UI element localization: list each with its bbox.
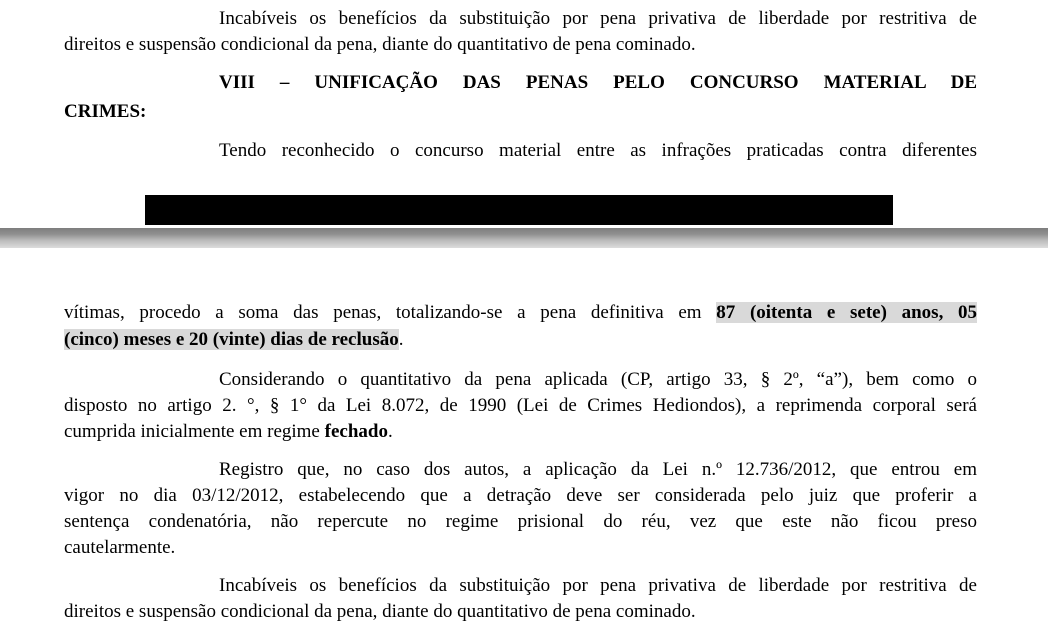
highlighted-sentence: 87 (oitenta e sete) anos, 05 — [716, 302, 978, 323]
bold-term: fechado — [324, 421, 388, 442]
page-top — [0, 0, 1048, 228]
section-heading-continuation: CRIMES: — [64, 101, 147, 122]
section-heading: VIII – UNIFICAÇÃO DAS PENAS PELO CONCURSO MATERIAL DE — [219, 72, 977, 93]
page-separator — [0, 228, 1048, 248]
paragraph-line: Incabíveis os benefícios da substituição por pena privativa de liberdade por restritiva de — [219, 8, 977, 29]
paragraph-line: vigor no dia 03/12/2012, estabelecendo que a detração deve ser considerada pelo juiz que proferir a — [64, 485, 977, 506]
paragraph-line: disposto no artigo 2. °, § 1° da Lei 8.072, de 1990 (Lei de Crimes Hediondos), a reprimenda corporal será — [64, 395, 977, 416]
paragraph-text: vítimas, procedo a soma das penas, totalizando-se a pena definitiva em — [64, 302, 702, 323]
paragraph-line — [64, 421, 977, 443]
paragraph-line: cautelarmente. — [64, 537, 176, 558]
paragraph-line — [64, 302, 977, 324]
paragraph-line: Registro que, no caso dos autos, a aplicação da Lei n.º 12.736/2012, que entrou em — [219, 459, 977, 480]
paragraph-line: Tendo reconhecido o concurso material entre as infrações praticadas contra diferentes — [219, 140, 977, 161]
punctuation: . — [398, 329, 404, 350]
paragraph-line: direitos e suspensão condicional da pena, diante do quantitativo de pena cominado. — [64, 34, 696, 55]
paragraph-line: Incabíveis os benefícios da substituição por pena privativa de liberdade por restritiva de — [219, 575, 977, 596]
paragraph-line: sentença condenatória, não repercute no regime prisional do réu, vez que este não ficou preso — [64, 511, 977, 532]
paragraph-line: Considerando o quantitativo da pena aplicada (CP, artigo 33, § 2º, “a”), bem como o — [219, 369, 977, 390]
highlighted-sentence: (cinco) meses e 20 (vinte) dias de reclusão — [64, 329, 399, 350]
paragraph-line — [64, 329, 977, 351]
paragraph-line: direitos e suspensão condicional da pena, diante do quantitativo de pena cominado. — [64, 601, 696, 622]
paragraph-text: cumprida inicialmente em regime — [64, 421, 320, 442]
punctuation: . — [387, 421, 393, 442]
redaction-bar — [145, 195, 893, 225]
page-bottom — [0, 248, 1048, 626]
